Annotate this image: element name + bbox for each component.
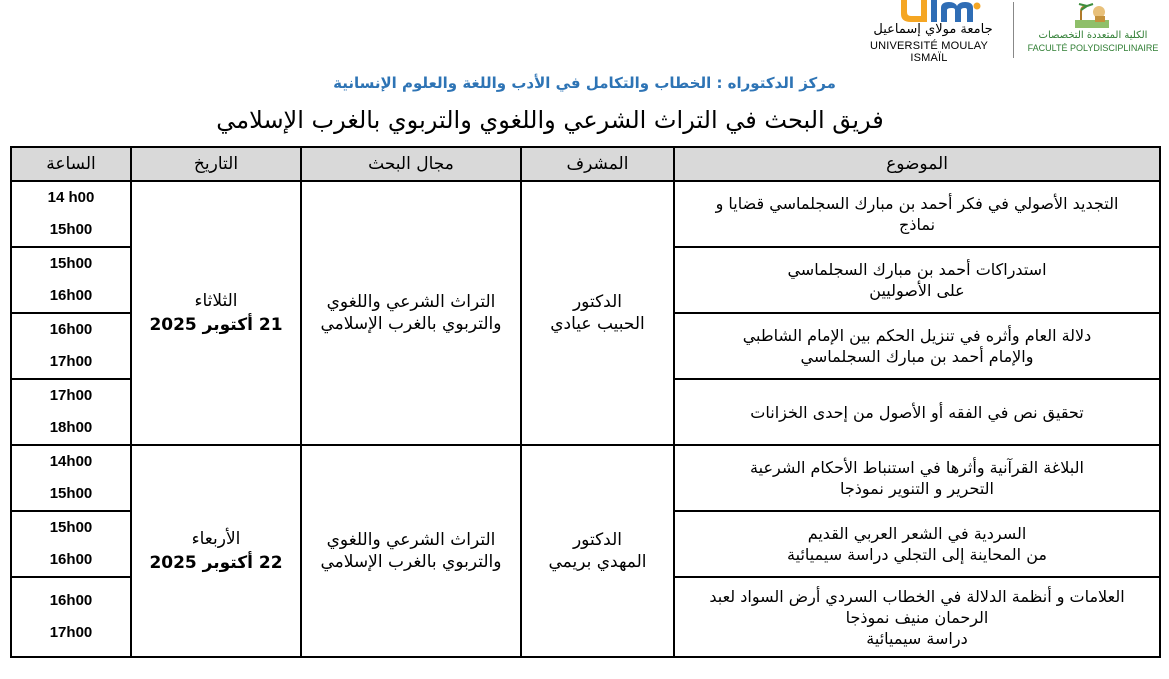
time-cell bbox=[11, 379, 131, 445]
table-header-row bbox=[11, 147, 1160, 181]
header-logos bbox=[839, 0, 1169, 64]
field-cell bbox=[301, 181, 521, 445]
topic-cell bbox=[674, 181, 1160, 247]
end-time: 17h00 bbox=[49, 624, 93, 641]
header-supervisor: المشرف bbox=[521, 147, 674, 181]
time-cell bbox=[11, 445, 131, 511]
logo-divider bbox=[1013, 2, 1014, 58]
start-time: 15h00 bbox=[49, 255, 93, 272]
supervisor-cell bbox=[521, 445, 674, 657]
topic-cell bbox=[674, 577, 1160, 657]
topic-line: تحقيق نص في الفقه أو الأصول من إحدى الخزانات bbox=[750, 402, 1084, 422]
supervisor-name: المهدي بريمي bbox=[548, 552, 647, 572]
date-line: 22 أكتوبر 2025 bbox=[149, 553, 283, 573]
topic-cell bbox=[674, 313, 1160, 379]
topic-line: والإمام أحمد بن مبارك السجلماسي bbox=[800, 347, 1034, 366]
time-cell bbox=[11, 511, 131, 577]
topic-line: على الأصوليين bbox=[869, 281, 965, 300]
date-cell bbox=[131, 445, 301, 657]
topic-line: التحرير و التنوير نموذجا bbox=[840, 479, 994, 498]
topic-line: العلامات و أنظمة الدلالة في الخطاب السردي أرض السواد لعبد bbox=[709, 586, 1125, 606]
research-team-title: فريق البحث في التراث الشرعي واللغوي والتربوي بالغرب الإسلامي bbox=[216, 106, 884, 134]
start-time: 14 h00 bbox=[47, 189, 95, 206]
start-time: 14h00 bbox=[49, 453, 93, 470]
end-time: 18h00 bbox=[49, 419, 93, 436]
topic-line: السردية في الشعر العربي القديم bbox=[807, 524, 1027, 543]
topic-line: استدراكات أحمد بن مبارك السجلماسي bbox=[787, 260, 1047, 279]
supervisor-name: الحبيب عيادي bbox=[550, 314, 645, 334]
end-time: 16h00 bbox=[49, 551, 93, 568]
supervisor-cell bbox=[521, 181, 674, 445]
university-logo bbox=[859, 0, 999, 64]
topic-line: من المحاينة إلى التجلي دراسة سيميائية bbox=[787, 545, 1047, 564]
topic-line: البلاغة القرآنية وأثرها في استنباط الأحكام الشرعية bbox=[750, 458, 1084, 477]
field-cell bbox=[301, 445, 521, 657]
time-cell bbox=[11, 181, 131, 247]
header-field: مجال البحث bbox=[301, 147, 521, 181]
header-topic: الموضوع bbox=[674, 147, 1160, 181]
faculty-logo bbox=[1023, 0, 1163, 60]
end-time: 16h00 bbox=[49, 287, 93, 304]
end-time: 15h00 bbox=[49, 221, 93, 238]
topic-cell bbox=[674, 511, 1160, 577]
topic-line: دراسة سيميائية bbox=[866, 628, 968, 648]
day-name: الثلاثاء bbox=[194, 291, 238, 311]
university-logo-icon bbox=[897, 0, 981, 24]
topic-line: نماذج bbox=[898, 215, 936, 234]
schedule-table bbox=[10, 146, 1161, 658]
table-row bbox=[11, 445, 1160, 511]
start-time: 16h00 bbox=[49, 321, 93, 338]
faculty-name-ar: الكلية المتعددة التخصصات bbox=[1038, 30, 1148, 41]
doctoral-center-title: مركز الدكتوراه : الخطاب والتكامل في الأدب واللغة والعلوم الإنسانية bbox=[333, 74, 836, 92]
field-line: والتربوي بالغرب الإسلامي bbox=[320, 314, 502, 334]
date-cell bbox=[131, 181, 301, 445]
university-name-fr: UNIVERSITÉ MOULAY ISMAÏL bbox=[869, 40, 989, 64]
supervisor-title: الدكتور bbox=[572, 292, 623, 312]
supervisor-title: الدكتور bbox=[572, 530, 623, 550]
header-date: التاريخ bbox=[131, 147, 301, 181]
faculty-logo-icon bbox=[1069, 2, 1115, 30]
topic-line: التجديد الأصولي في فكر أحمد بن مبارك السجلماسي قضايا و bbox=[715, 194, 1119, 213]
start-time: 15h00 bbox=[49, 519, 93, 536]
field-line: التراث الشرعي واللغوي bbox=[326, 530, 496, 550]
field-line: التراث الشرعي واللغوي bbox=[326, 292, 496, 312]
date-line: 21 أكتوبر 2025 bbox=[149, 315, 283, 335]
header-time: الساعة bbox=[11, 147, 131, 181]
field-line: والتربوي بالغرب الإسلامي bbox=[320, 552, 502, 572]
university-name-ar: جامعة مولاي إسماعيل bbox=[873, 22, 993, 37]
end-time: 17h00 bbox=[49, 353, 93, 370]
time-cell bbox=[11, 577, 131, 657]
topic-line: الرحمان منيف نموذجا bbox=[845, 607, 989, 627]
topic-cell bbox=[674, 445, 1160, 511]
time-cell bbox=[11, 247, 131, 313]
time-cell bbox=[11, 313, 131, 379]
table-row bbox=[11, 181, 1160, 247]
topic-cell bbox=[674, 379, 1160, 445]
start-time: 17h00 bbox=[49, 387, 93, 404]
topic-cell bbox=[674, 247, 1160, 313]
end-time: 15h00 bbox=[49, 485, 93, 502]
faculty-name-fr: FACULTÉ POLYDISCIPLINAIRE bbox=[1027, 43, 1159, 53]
day-name: الأربعاء bbox=[191, 529, 241, 549]
start-time: 16h00 bbox=[49, 592, 93, 609]
topic-line: دلالة العام وأثره في تنزيل الحكم بين الإمام الشاطبي bbox=[742, 326, 1092, 345]
